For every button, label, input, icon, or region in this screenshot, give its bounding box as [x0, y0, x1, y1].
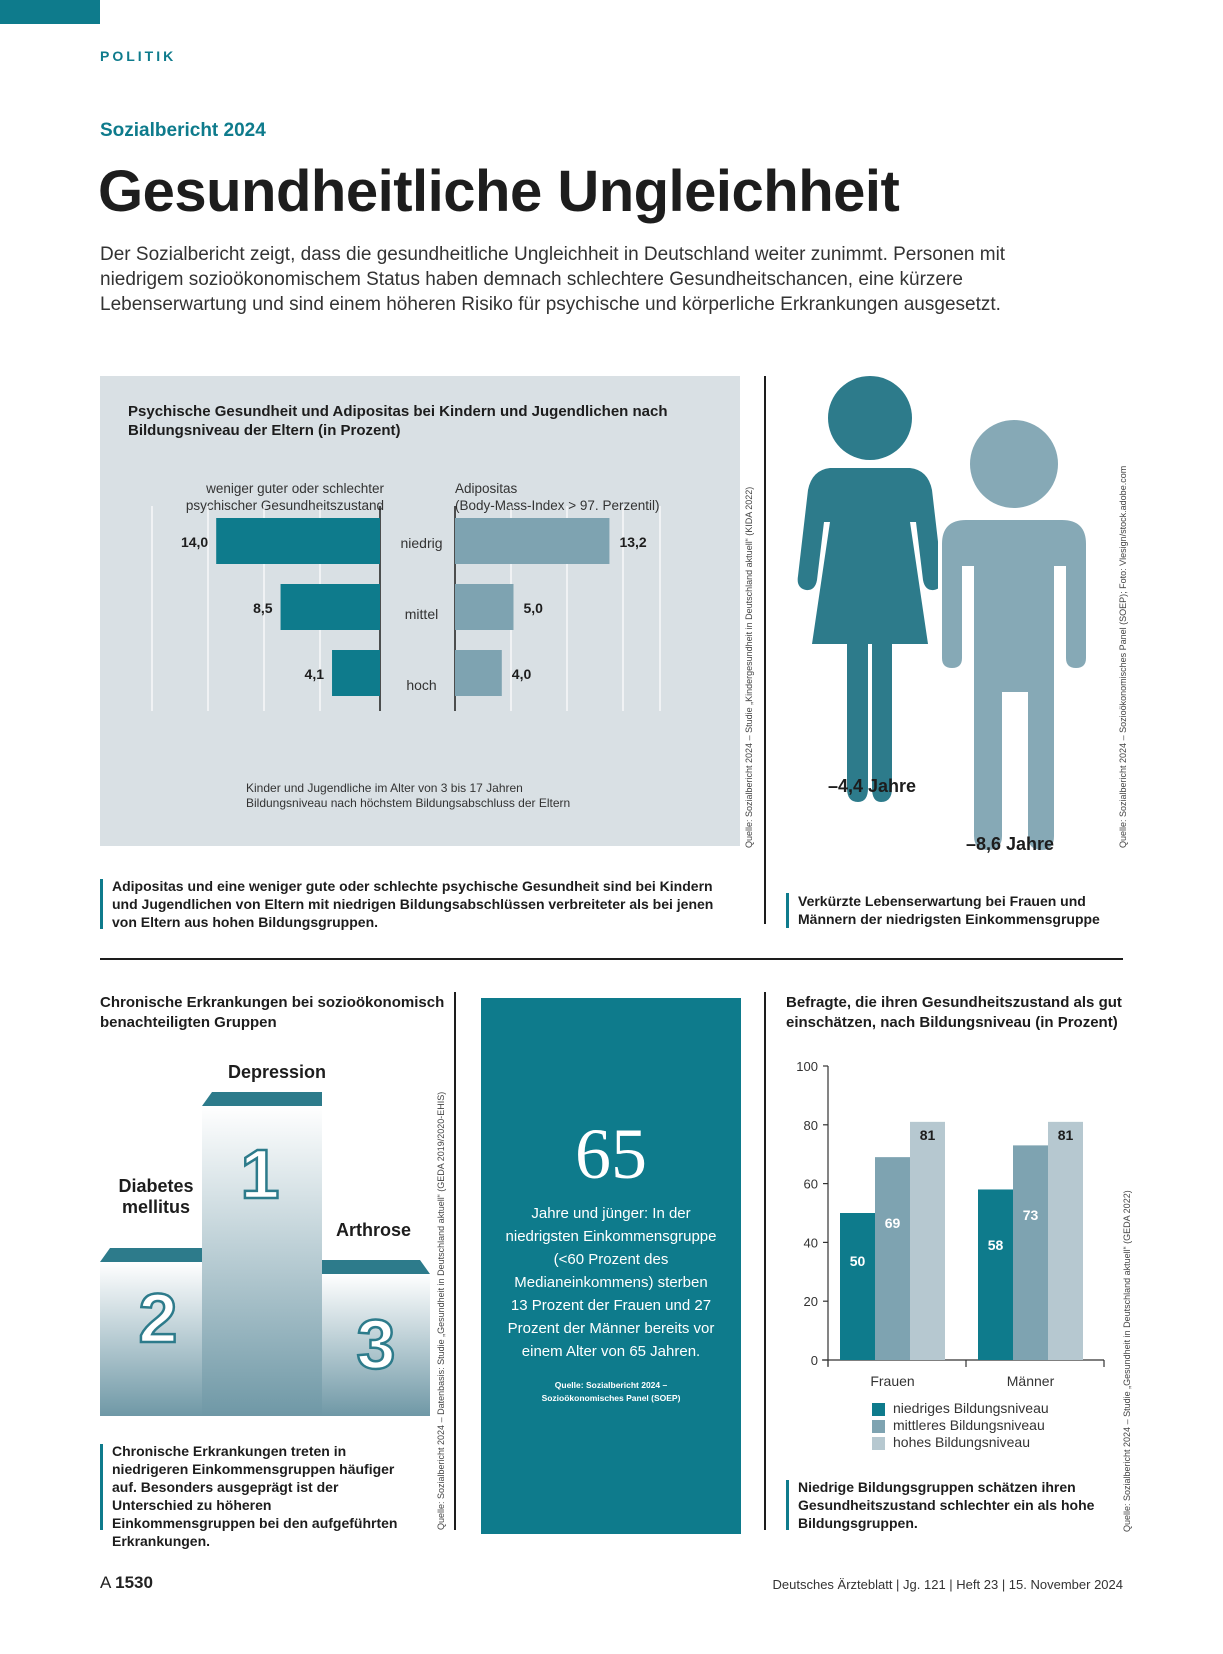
- podium-number-2: 2: [138, 1279, 178, 1357]
- chart2-source: Quelle: Sozialbericht 2024 – Studie „Gesundheit in Deutschland aktuell“ (GEDA 2022): [1122, 1190, 1132, 1532]
- caption-bar: [100, 1444, 103, 1530]
- chart1-note: [246, 781, 570, 811]
- chart1-left-header-line1: weniger guter oder schlechter: [206, 481, 384, 496]
- chart2-title-line1: Befragte, die ihren Gesundheitszustand als gut: [786, 994, 1122, 1011]
- page-prefix: A: [100, 1573, 111, 1592]
- chart1-bar-psych-mittel: [281, 584, 380, 630]
- page-number: [100, 1573, 153, 1593]
- caption-bar: [100, 879, 103, 929]
- podium-number-3: 3: [356, 1305, 396, 1383]
- kicker: Sozialbericht 2024: [100, 120, 266, 141]
- chart2-ytick-label-20: 20: [803, 1294, 818, 1310]
- chart2-value-Frauen-0: 50: [849, 1253, 866, 1270]
- chart1-category-niedrig: niedrig: [400, 535, 443, 551]
- chronic-title-line1: Chronische Erkrankungen bei sozioökonomisch: [100, 994, 445, 1011]
- stat-box: [481, 998, 741, 1534]
- legend-swatch-mid: [872, 1420, 885, 1433]
- chronic-title-line2: benachteiligten Gruppen: [100, 1014, 277, 1031]
- chart1-title-line2: Bildungsniveau der Eltern (in Prozent): [128, 422, 401, 439]
- legend-item-high: [872, 1434, 1049, 1451]
- top-accent-bar: [0, 0, 100, 24]
- chart2-ytick-label-60: 60: [803, 1176, 818, 1192]
- chart1-source: Quelle: Sozialbericht 2024 – Studie „Kindergesundheit in Deutschland aktuell“ (KIDA 2022): [744, 486, 754, 848]
- column-divider-bottom-right: [764, 992, 766, 1530]
- life-expectancy-figure: [790, 376, 1110, 876]
- legend-label-mid: mittleres Bildungsniveau: [893, 1417, 1045, 1433]
- journal-info: Deutsches Ärzteblatt | Jg. 121 | Heft 23 | 15. November 2024: [772, 1577, 1123, 1592]
- chart2-bar-Frauen-1: [875, 1157, 910, 1360]
- chart2-bar-Männer-1: [1013, 1145, 1048, 1360]
- chart2-category-Männer: Männer: [1006, 1373, 1055, 1389]
- chart1-bar-adipositas-mittel: [455, 584, 514, 630]
- woman-icon: [798, 376, 943, 802]
- podium-label-arthrose: Arthrose: [336, 1220, 412, 1240]
- chart2-bar-Frauen-2: [910, 1122, 945, 1360]
- caption-bar: [786, 1480, 789, 1530]
- podium-graphic: [100, 1080, 430, 1416]
- legend-swatch-low: [872, 1403, 885, 1416]
- man-icon: [940, 418, 1088, 852]
- life-expectancy-source: Quelle: Sozialbericht 2024 – Sozioökonomisches Panel (SOEP); Foto: Vlesign/stock.adobe.com: [1118, 465, 1128, 848]
- chronic-title: [100, 993, 444, 1033]
- chart2-value-Männer-1: 73: [1022, 1207, 1039, 1224]
- chart2-title-line2: einschätzen, nach Bildungsniveau (in Prozent): [786, 1014, 1118, 1031]
- chart2-bar-Frauen-0: [840, 1213, 875, 1360]
- column-divider-top: [764, 376, 766, 924]
- page-number-value: 1530: [115, 1573, 153, 1592]
- chart2-value-Frauen-1: 69: [884, 1215, 901, 1232]
- legend-item-mid: [872, 1417, 1049, 1434]
- chart1-note-line2: Bildungsniveau nach höchstem Bildungsabschluss der Eltern: [246, 796, 571, 810]
- stat-source: [481, 1379, 741, 1405]
- chart1-bar-adipositas-niedrig: [455, 518, 609, 564]
- chart1-right-header-line2: (Body-Mass-Index > 97. Perzentil): [455, 498, 660, 513]
- column-divider-bottom-left: [454, 992, 456, 1530]
- chart1-label-psych-mittel: 8,5: [253, 600, 273, 616]
- stat-source-line2: Sozioökonomisches Panel (SOEP): [541, 1393, 681, 1403]
- chart1-label-adipositas-mittel: 5,0: [523, 600, 543, 616]
- chart1-panel: [100, 376, 740, 846]
- chart2-caption: Niedrige Bildungsgruppen schätzen ihren Gesundheitszustand schlechter ein als hohe Bildungsgruppen.: [798, 1479, 1095, 1531]
- caption-bar: [786, 893, 789, 928]
- chart1-left-header-line2: psychischer Gesundheitszustand: [185, 498, 384, 513]
- chronic-source: Quelle: Sozialbericht 2024 – Datenbasis: Studie „Gesundheit in Deutschland aktuell“ (GEDA 2019/2020-EHIS): [436, 1091, 446, 1530]
- chart2-ytick-label-80: 80: [803, 1117, 818, 1133]
- chart1-bar-psych-hoch: [332, 650, 380, 696]
- chart2-value-Männer-2: 81: [1057, 1126, 1074, 1143]
- legend-label-high: hohes Bildungsniveau: [893, 1434, 1030, 1450]
- podium-label-diabetes: [104, 1176, 208, 1218]
- chart1-category-mittel: mittel: [404, 606, 439, 622]
- podium-number-1: 1: [240, 1135, 280, 1213]
- chart1-label-adipositas-niedrig: 13,2: [619, 534, 647, 550]
- women-life-expectancy-value: –4,4 Jahre: [828, 776, 917, 796]
- men-life-expectancy-value: –8,6 Jahre: [966, 834, 1055, 854]
- life-expectancy-caption: Verkürzte Lebenserwartung bei Frauen und Männern der niedrigsten Einkommensgruppe: [798, 893, 1100, 927]
- chart1-bar-psych-niedrig: [216, 518, 380, 564]
- chart2-bar-Männer-0: [978, 1189, 1013, 1360]
- chart2-title: [786, 993, 1122, 1033]
- chart2-value-Frauen-2: 81: [919, 1126, 936, 1143]
- legend-label-low: niedriges Bildungsniveau: [893, 1400, 1049, 1416]
- chronic-caption: Chronische Erkrankungen treten in niedrigeren Einkommensgruppen häufiger auf. Besonders ausgeprägt ist der Unterschied zu höheren Einkommensgruppen bei den aufgeführten Erkrankungen.: [112, 1443, 398, 1549]
- podium-label-diabetes-line1: Diabetes: [118, 1176, 194, 1196]
- page-title: Gesundheitliche Ungleichheit: [98, 159, 900, 224]
- chart1-label-adipositas-hoch: 4,0: [511, 666, 532, 682]
- legend-item-low: [872, 1400, 1049, 1417]
- chart2-ytick-label-40: 40: [803, 1235, 818, 1251]
- chart2-legend: [872, 1400, 1049, 1451]
- horizontal-divider: [100, 958, 1123, 960]
- stat-source-line1: Quelle: Sozialbericht 2024 –: [554, 1380, 668, 1390]
- stat-number: 65: [575, 1114, 647, 1194]
- section-label: POLITIK: [100, 48, 177, 64]
- legend-swatch-high: [872, 1437, 885, 1450]
- chart1-label-psych-niedrig: 14,0: [180, 534, 209, 550]
- chart1-plot: [100, 376, 740, 846]
- podium-label-depression: Depression: [228, 1062, 327, 1082]
- lead-paragraph: Der Sozialbericht zeigt, dass die gesundheitliche Ungleichheit in Deutschland weiter zunimmt. Personen mit niedrigem sozioökonomischem Status haben demnach schlechtere Gesundheitschancen, eine kürzere Lebenserwartung und sind einem höheren Risiko für psychische und körperliche Erkrankungen ausgesetzt.: [100, 244, 1006, 315]
- chart1-note-line1: Kinder und Jugendliche im Alter von 3 bis 17 Jahren: [246, 781, 523, 795]
- chart1-bar-adipositas-hoch: [455, 650, 502, 696]
- chart1-label-psych-hoch: 4,1: [304, 666, 325, 682]
- chart2-value-Männer-0: 58: [987, 1237, 1004, 1254]
- podium-label-diabetes-line2: mellitus: [121, 1197, 191, 1217]
- chart1-category-hoch: hoch: [406, 677, 437, 693]
- chart2-plot: [786, 1050, 1116, 1390]
- chart2-category-Frauen: Frauen: [870, 1373, 915, 1389]
- stat-text: Jahre und jünger: In der niedrigsten Einkommensgruppe (<60 Prozent des Medianeinkommens) sterben 13 Prozent der Frauen und 27 Prozent der Männer bereits vor einem Alter von 65 Jahren.: [505, 1205, 717, 1360]
- chart2-ytick-label-0: 0: [810, 1353, 818, 1368]
- chart2-ytick-label-100: 100: [796, 1059, 818, 1074]
- chart2-bar-Männer-2: [1048, 1122, 1083, 1360]
- chart1-caption: Adipositas und eine weniger gute oder schlechte psychische Gesundheit sind bei Kindern und Jugendlichen von Eltern mit niedrigen Bildungsabschlüssen verbreiteter als bei jenen von Eltern aus hohen Bildungsgruppen.: [112, 878, 714, 930]
- chart1-title-line1: Psychische Gesundheit und Adipositas bei Kindern und Jugendlichen nach: [128, 403, 668, 420]
- chart1-right-header-line1: Adipositas: [455, 481, 518, 496]
